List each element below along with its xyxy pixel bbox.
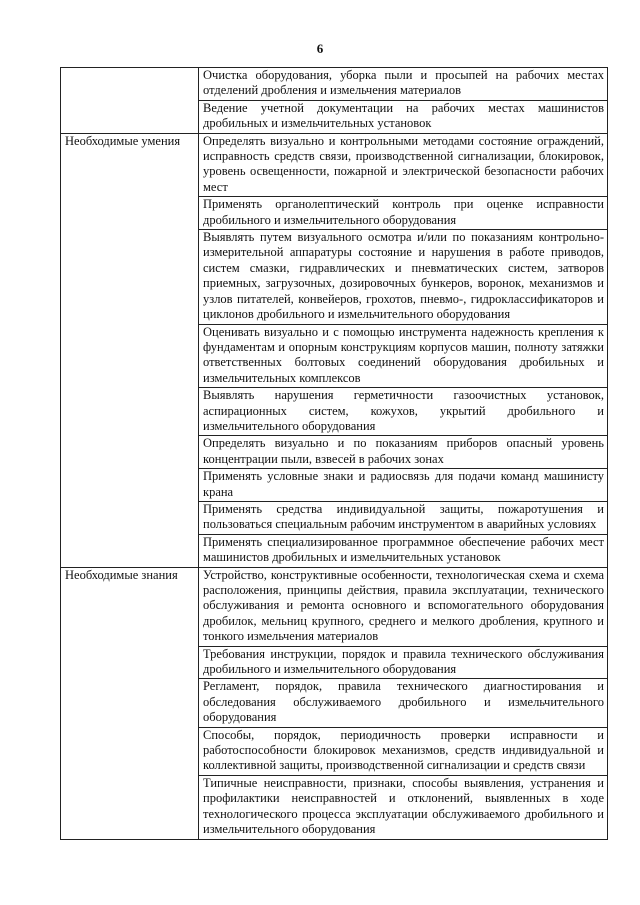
table-cell: Очистка оборудования, уборка пыли и просыпей на рабочих местах отделений дробления и измельчения материалов — [199, 68, 608, 101]
section-label: Необходимые знания — [61, 567, 199, 839]
table-cell: Применять условные знаки и радиосвязь для подачи команд машинисту крана — [199, 469, 608, 502]
section-label: Необходимые умения — [61, 133, 199, 567]
table-cell: Способы, порядок, периодичность проверки исправности и работоспособности блокировок механизмов, средств индивидуальной и коллективной защиты, производственной сигнализации и средств связи — [199, 727, 608, 775]
table-cell: Выявлять нарушения герметичности газоочистных установок, аспирационных систем, кожухов, укрытий дробильного и измельчительного оборудования — [199, 388, 608, 436]
table-row — [61, 68, 608, 101]
table-cell: Регламент, порядок, правила технического диагностирования и обследования обслуживаемого дробильного и измельчительного оборудования — [199, 679, 608, 727]
table-cell: Оценивать визуально и с помощью инструмента надежность крепления к фундаментам и опорным конструкциям корпусов машин, полноту затяжки ответственных болтовых соединений оборудования дробильных и измельчительных комплексов — [199, 324, 608, 388]
page-number: 6 — [316, 41, 324, 56]
table-cell: Определять визуально и по показаниям приборов опасный уровень концентрации пыли, взвесей в рабочих зонах — [199, 436, 608, 469]
table-cell: Применять специализированное программное обеспечение рабочих мест машинистов дробильных и измельчительных установок — [199, 534, 608, 567]
table-cell: Устройство, конструктивные особенности, технологическая схема и схема расположения, принципы действия, правила эксплуатации, технического обслуживания и ремонта основного и вспомогательного оборудования дробилок, мельниц крупного, среднего и мелкого дробления, крупного и тонкого измельчения материалов — [199, 567, 608, 646]
table-cell: Применять органолептический контроль при оценке исправности дробильного и измельчительного оборудования — [199, 197, 608, 230]
table-cell: Ведение учетной документации на рабочих местах машинистов дробильных и измельчительных установок — [199, 100, 608, 133]
section-label — [61, 68, 199, 134]
table-cell: Типичные неисправности, признаки, способы выявления, устранения и профилактики неисправностей и отклонений, выявленных в ходе технологического процесса эксплуатации обслуживаемого дробильного и измельчительного оборудования — [199, 775, 608, 839]
table-row — [61, 567, 608, 646]
table-cell: Выявлять путем визуального осмотра и/или по показаниям контрольно-измерительной аппаратуры состояние и нарушения в работе приводов, систем смазки, гидравлических и пневматических систем, затворов приемных, загрузочных, дозировочных бункеров, воронок, механизмов и узлов питателей, конвейеров, грохотов, пневмо-, гидроклассификаторов и циклонов дробильного и измельчительного оборудования — [199, 230, 608, 324]
table-cell: Применять средства индивидуальной защиты, пожаротушения и пользоваться специальным рабочим инструментом в аварийных условиях — [199, 501, 608, 534]
table-row — [61, 133, 608, 197]
requirements-table — [60, 67, 608, 840]
table-cell: Требования инструкции, порядок и правила технического обслуживания дробильного и измельчительного оборудования — [199, 646, 608, 679]
table-cell: Определять визуально и контрольными методами состояние ограждений, исправность средств связи, производственной сигнализации, блокировок, уровень освещенности, пожарной и электрической безопасности рабочих мест — [199, 133, 608, 197]
